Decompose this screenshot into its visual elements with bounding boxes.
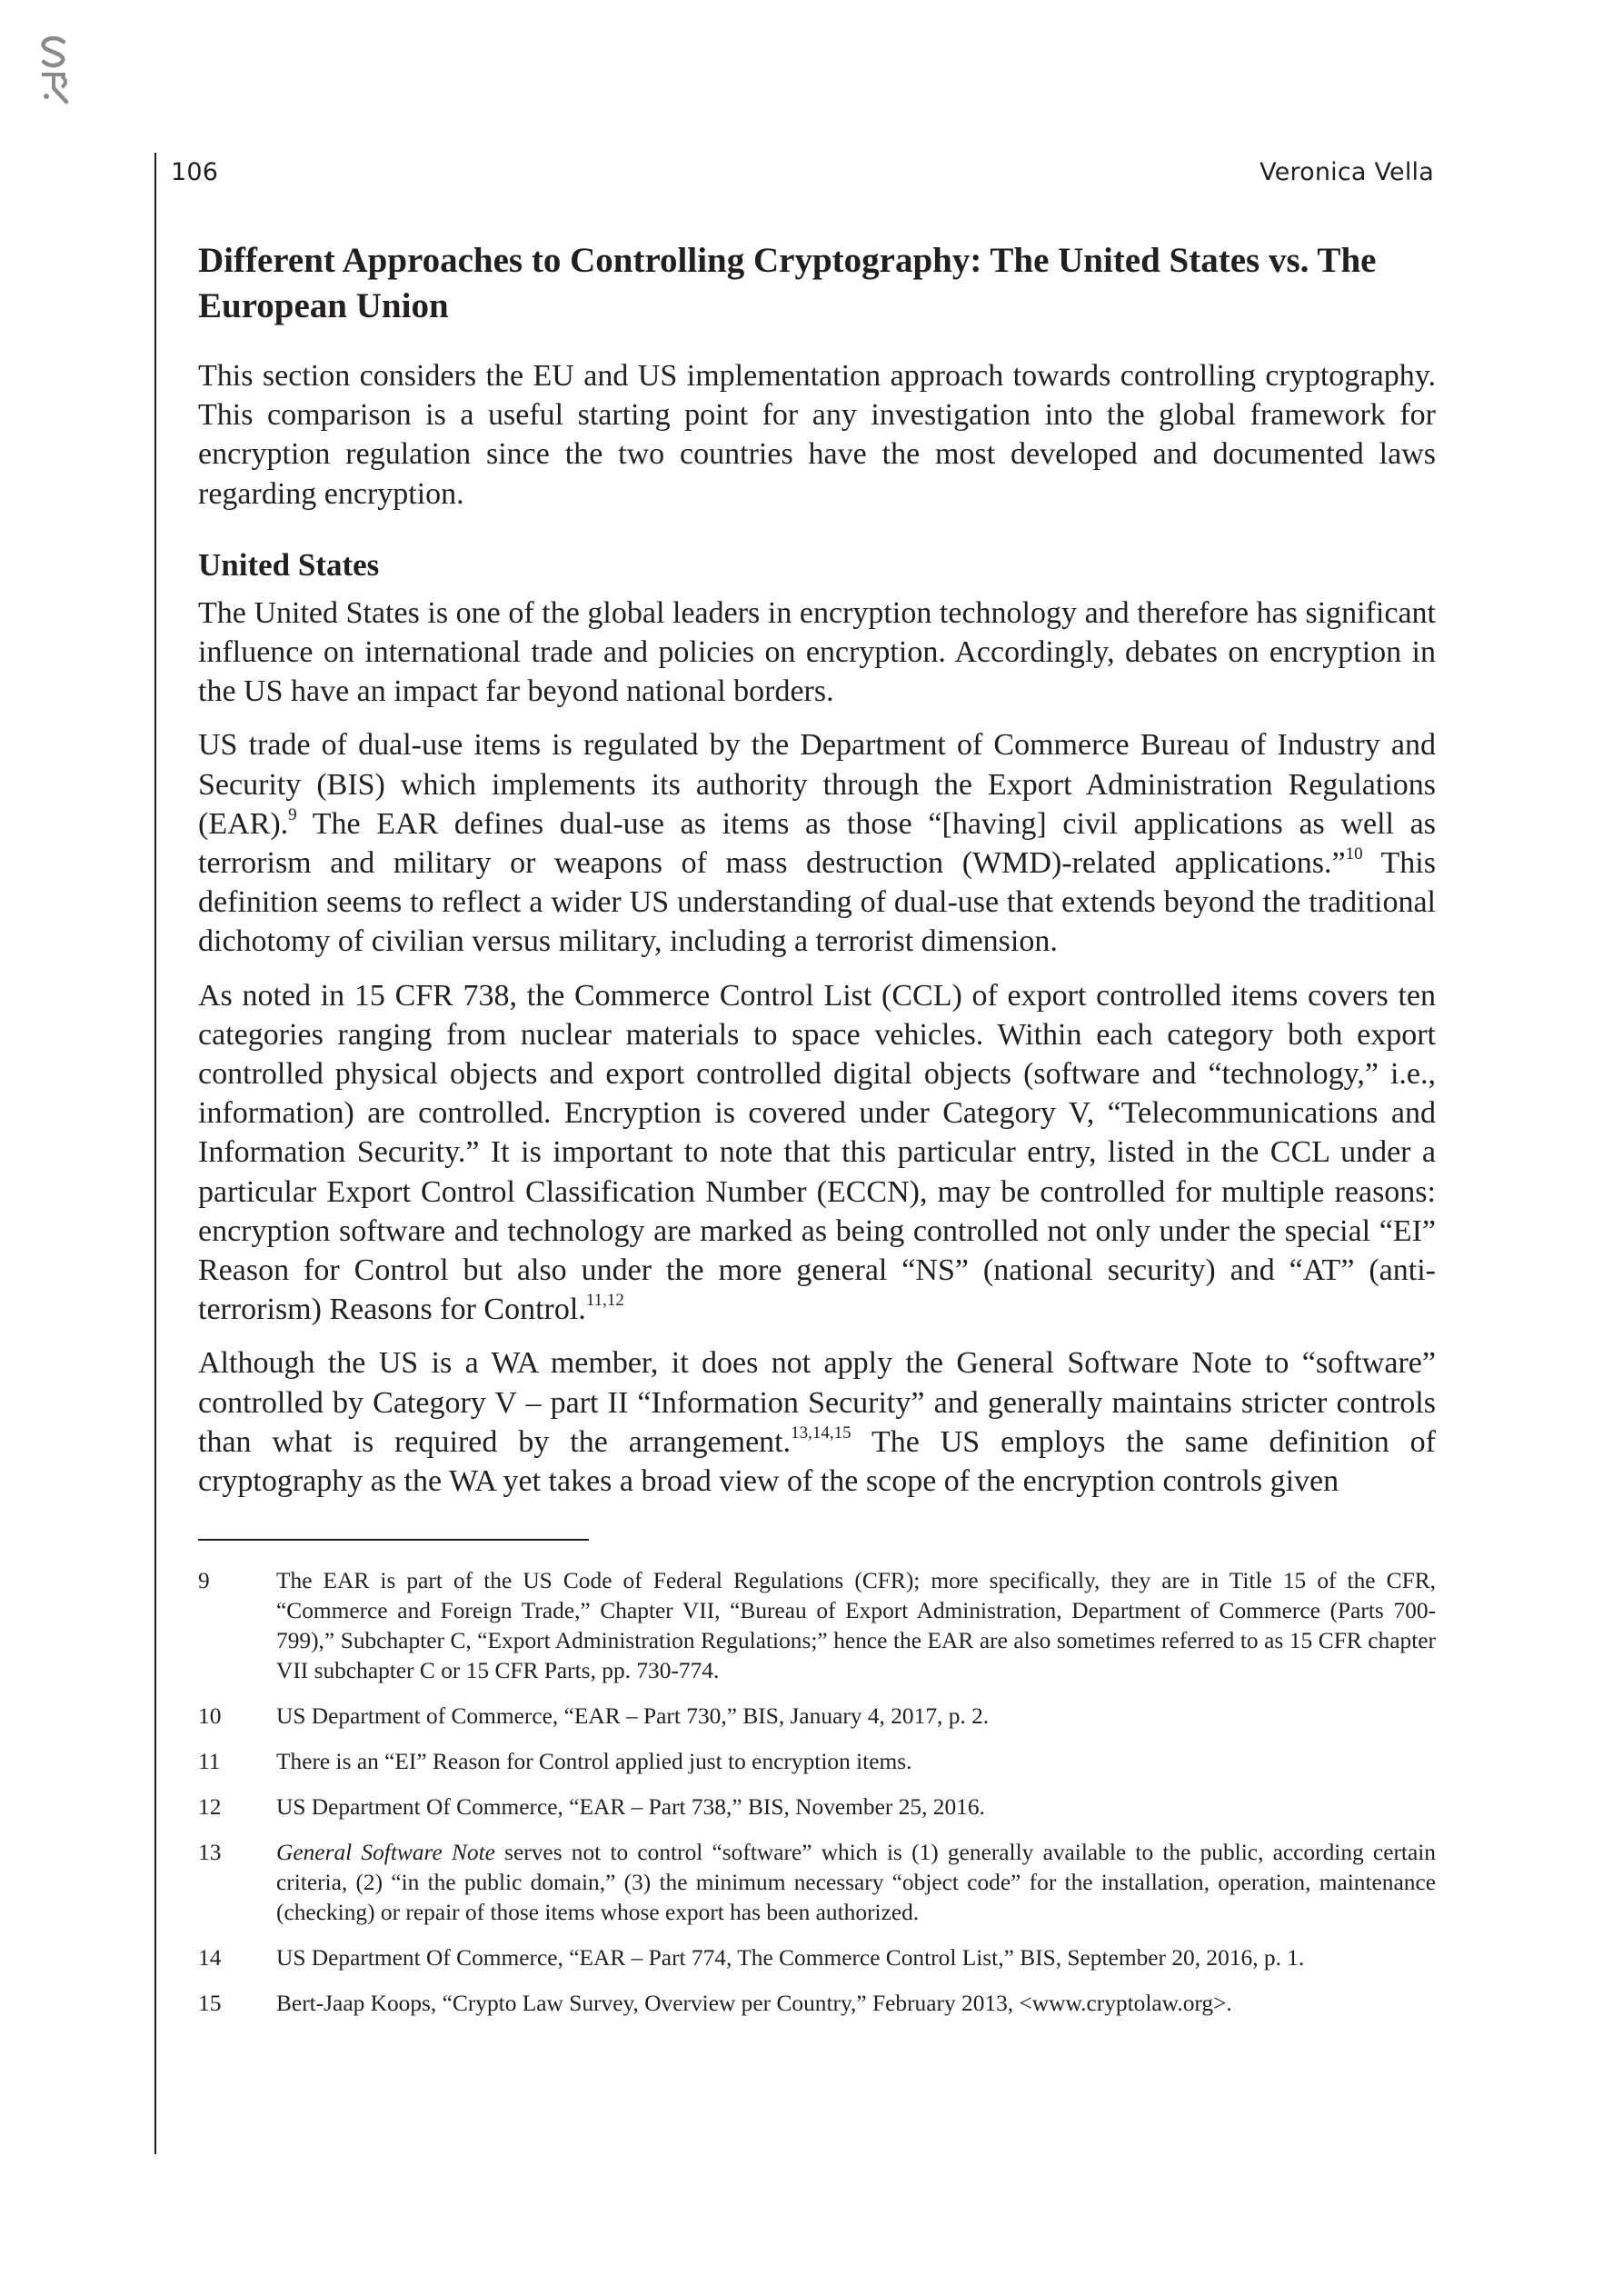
footnote [198,1989,1436,2019]
page-number: 106 [171,158,219,186]
margin-rule [154,153,156,2154]
footnote [198,1747,1436,1777]
footnote-text: The EAR is part of the US Code of Federal Regulations (CFR); more specifically, they are in Title 15 of the CFR, “Commerce and Foreign Trade,” Chapter VII, “Bureau of Export Administration, Department of Commerce (Parts 700-799),” Subchapter C, “Export Administration Regulations;” hence the EAR are also sometimes referred to as 15 CFR chapter VII subchapter C or 15 CFR Parts, pp. 730-774. [276,1567,1436,1683]
footnote-number: 9 [198,1567,210,1593]
footnote-text: There is an “EI” Reason for Control applied just to encryption items. [276,1748,912,1774]
paragraph-2: US trade of dual-use items is regulated by the Department of Commerce Bureau of Industry and Security (BIS) which implements its authority through the Export Administration Regulations (EAR).$^9$ The EAR defines dual-use as items as those “[having] civil applications as well as terrorism and military or weapons of mass destruction (WMD)-related applications.”$^{10}$ This definition seems to reflect a wider US understanding of dual-use that extends beyond the traditional dichotomy of civilian versus military, including a terrorist dimension. [198,728,1436,959]
footnote [198,1838,1436,1928]
footnote-number: 15 [198,1990,222,2016]
subsection-heading: United States [198,546,380,583]
running-header [171,158,1434,195]
footnote [198,1702,1436,1732]
footnote-number: 11 [198,1748,221,1774]
intro-paragraph: This section considers the EU and US implementation approach towards controlling cryptography. This comparison is a useful starting point for any investigation into the global framework for encryption regulation since the two countries have the most developed and documented laws regarding encryption. [198,359,1436,511]
journal-logo [36,36,73,105]
footnote-number: 10 [198,1702,222,1729]
footnote-number: 14 [198,1944,222,1971]
footnote-text: Bert-Jaap Koops, “Crypto Law Survey, Overview per Country,” February 2013, <www.cryptolaw.org>. [276,1990,1232,2016]
footnotes [198,1566,1436,2019]
paragraph-3: As noted in 15 CFR 738, the Commerce Control List (CCL) of export controlled items covers ten categories ranging from nuclear materials to space vehicles. Within each category both export controlled physical objects and export controlled digital objects (software and “technology,” i.e., information) are controlled. Encryption is covered under Category V, “Telecommunications and Information Security.” It is important to note that this particular entry, listed in the CCL under a particular Export Control Classification Number (ECCN), may be controlled for multiple reasons: encryption software and technology are marked as being controlled not only under the special “EI” Reason for Control but also under the more general “NS” (national security) and “AT” (anti-terrorism) Reasons for Control.$^{11,12}$ [198,978,1436,1327]
footnote [198,1943,1436,1973]
footnote-number: 12 [198,1793,222,1820]
footnote-ref-10[interactable]: 10 [1345,844,1363,864]
footnote-italic-term: General Software Note [276,1839,495,1865]
footnote-text: General Software Note serves not to control “software” which is (1) generally available to the public, according certain criteria, (2) “in the public domain,” (3) the minimum necessary “object code” for the installation, operation, maintenance (checking) or repair of those items whose export has been authorized. [276,1839,1436,1925]
footnote [198,1792,1436,1822]
footnote-divider [198,1539,589,1541]
paragraph-1: The United States is one of the global leaders in encryption technology and therefore has significant influence on international trade and policies on encryption. Accordingly, debates on encryption in the US have an impact far beyond national borders. [198,595,1436,709]
footnote-ref-13-15[interactable]: 13,14,15 [791,1423,851,1442]
footnote-text: US Department Of Commerce, “EAR – Part 774, The Commerce Control List,” BIS, September 20, 2016, p. 1. [276,1944,1305,1971]
footnote-text: US Department of Commerce, “EAR – Part 730,” BIS, January 4, 2017, p. 2. [276,1702,990,1729]
running-author: Veronica Vella [1260,158,1434,186]
footnote-number: 13 [198,1839,222,1865]
footnote-ref-9[interactable]: 9 [288,804,297,824]
footnote [198,1566,1436,1686]
footnote-ref-11-12[interactable]: 11,12 [585,1291,624,1311]
main-column [198,238,1436,2034]
paragraph-4: Although the US is a WA member, it does not apply the General Software Note to “software” controlled by Category V – part II “Information Security” and generally maintains stricter controls than what is required by the arrangement.$^{13,14,15}$ The US employs the same definition of cryptography as the WA yet takes a broad view of the scope of the encryption controls given [198,1346,1437,1499]
section-title: Different Approaches to Controlling Cryptography: The United States vs. The European Union [198,241,1377,325]
footnote-text: US Department Of Commerce, “EAR – Part 738,” BIS, November 25, 2016. [276,1793,985,1820]
